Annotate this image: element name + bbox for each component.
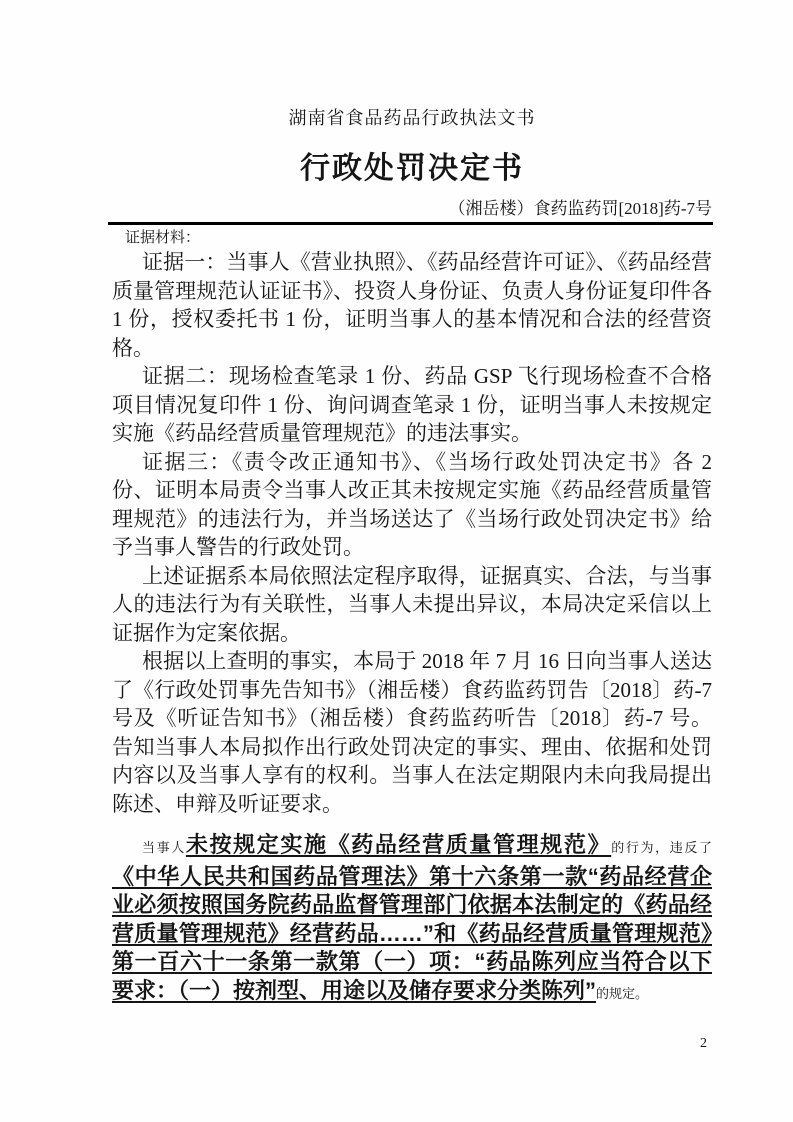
violation-law-citation-text: 《中华人民共和国药品管理法》第十六条第一款“药品经营企业必须按照国务院药品监督管理部门依据本法制定的《药品经营质量管理规范》经营药品……”和《药品经营质量管理规范》第一百六十一条第一款第（一）项：“药品陈列应当符合以下要求：（一）按剂型、用途以及储存要求分类陈列” <box>112 863 712 1003</box>
paragraph-evidence-2: 证据二：现场检查笔录 1 份、药品 GSP 飞行现场检查不合格项目情况复印件 1 份、询问调查笔录 1 份，证明当事人未按规定实施《药品经营质量管理规范》的违法事实。 <box>112 364 712 445</box>
header-divider <box>108 222 713 225</box>
doc-number: （湘岳楼）食药监药罚[2018]药-7号 <box>448 199 712 218</box>
paragraph-evidence-conclusion: 上述证据系本局依照法定程序取得，证据真实、合法，与当事人的违法行为有关联性，当事人未提出异议，本局决定采信以上证据作为定案依据。 <box>112 563 712 645</box>
paragraph-evidence-1: 证据一：当事人《营业执照》、《药品经营许可证》、《药品经营质量管理规范认证证书》、投资人身份证、负责人身份证复印件各 1 份，授权委托书 1 份，证明当事人的基本情况和合法的经营资格。 <box>112 250 712 360</box>
paragraph-evidence-3: 证据三：《责令改正通知书》、《当场行政处罚决定书》各 2 份、证明本局责令当事人改正其未按规定实施《药品经营质量管理规范》的违法行为，并当场送达了《当场行政处罚决定书》给予当事人警告的行政处罚。 <box>112 449 712 559</box>
violation-conduct-text: 未按规定实施《药品经营质量管理规范》 <box>185 832 612 857</box>
violation-connector-text: 的行为，违反了 <box>611 840 712 855</box>
document-body <box>112 248 712 1008</box>
evidence-section-label: 证据材料： <box>125 230 201 246</box>
doc-type-label: 湖南省食品药品行政执法文书 <box>288 108 536 128</box>
page-number: 2 <box>700 1036 707 1051</box>
paragraph-notification: 根据以上查明的事实，本局于 2018 年 7 月 16 日向当事人送达了《行政处罚事先告知书》（湘岳楼）食药监药罚告〔2018〕药-7 号及《听证告知书》（湘岳楼）食药监药听告〔2018〕药-7 号。告知当事人本局拟作出行政处罚决定的事实、理由、依据和处罚内容以及当事人享有的权利。当事人在法定期限内未向我局提出陈述、申辩及听证要求。 <box>112 649 712 816</box>
paragraph-violation <box>112 831 712 1008</box>
violation-intro-text: 当事人 <box>142 840 186 855</box>
page-title: 行政处罚决定书 <box>300 152 524 185</box>
document-content <box>112 0 712 1008</box>
violation-closing-text: 的规定。 <box>596 985 649 1001</box>
